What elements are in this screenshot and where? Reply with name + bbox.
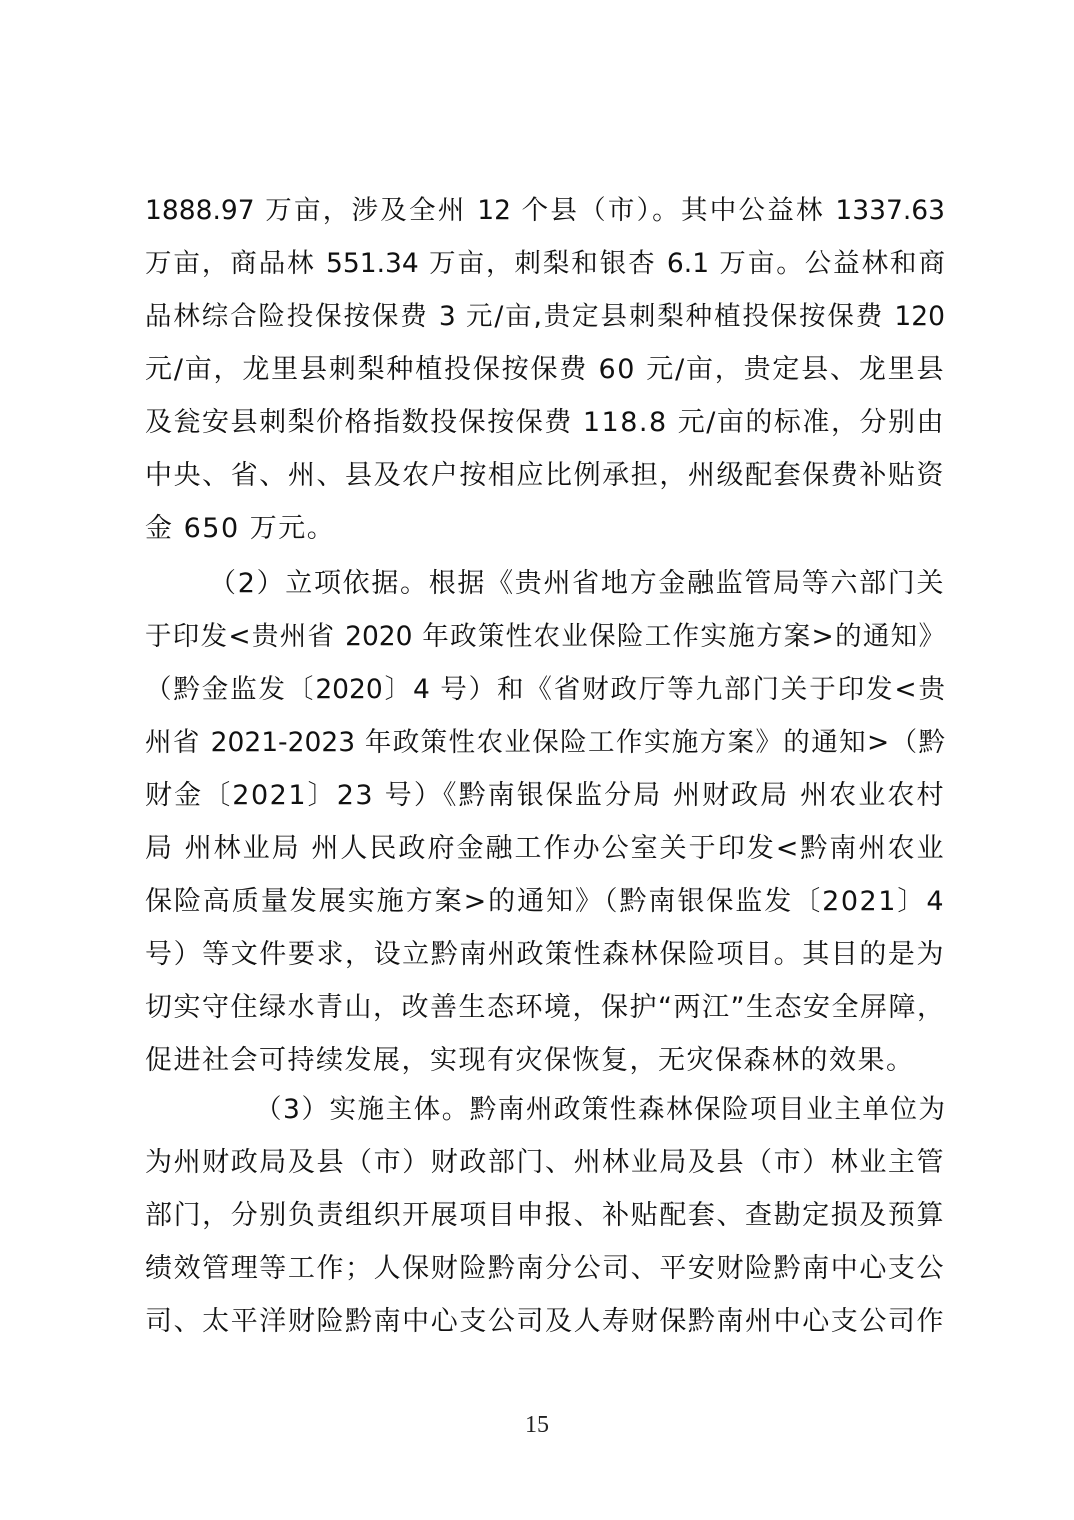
text-line: 为州财政局及县（市）财政部门、州林业局及县（市）林业主管 bbox=[145, 1147, 945, 1178]
text-line: （2）立项依据。根据《贵州省地方金融监管局等六部门关 bbox=[209, 568, 945, 599]
text-line: 号）等文件要求，设立黔南州政策性森林保险项目。其目的是为 bbox=[145, 939, 945, 970]
text-line: 及瓮安县刺梨价格指数投保按保费 118.8 元/亩的标准，分别由 bbox=[145, 407, 945, 438]
page-number: 15 bbox=[525, 1412, 549, 1438]
paragraph-project-basis bbox=[145, 557, 945, 1087]
text-line: 绩效管理等工作；人保财险黔南分公司、平安财险黔南中心支公 bbox=[145, 1253, 945, 1284]
text-line: 品林综合险投保按保费 3 元/亩,贵定县刺梨种植投保按保费 120 bbox=[145, 301, 945, 332]
text-line: （黔金监发〔2020〕4 号）和《省财政厅等九部门关于印发<贵 bbox=[145, 674, 945, 705]
text-line: 中央、省、州、县及农户按相应比例承担，州级配套保费补贴资 bbox=[145, 460, 945, 491]
text-line: 保险高质量发展实施方案>的通知》（黔南银保监发〔2021〕4 bbox=[145, 886, 945, 917]
paragraph-coverage bbox=[145, 184, 945, 555]
text-line: 切实守住绿水青山，改善生态环境，保护“两江”生态安全屏障， bbox=[145, 992, 945, 1023]
text-line: 促进社会可持续发展，实现有灾保恢复，无灾保森林的效果。 bbox=[145, 1045, 915, 1076]
text-line: 于印发<贵州省 2020 年政策性农业保险工作实施方案>的通知》 bbox=[145, 621, 945, 652]
text-line: 部门，分别负责组织开展项目申报、补贴配套、查勘定损及预算 bbox=[145, 1200, 945, 1231]
text-line: 司、太平洋财险黔南中心支公司及人寿财保黔南州中心支公司作 bbox=[145, 1306, 945, 1337]
text-line: 财金〔2021〕23 号）《黔南银保监分局 州财政局 州农业农村 bbox=[145, 780, 945, 811]
text-line: 元/亩，龙里县刺梨种植投保按保费 60 元/亩，贵定县、龙里县 bbox=[145, 354, 945, 385]
text-line: 万亩，商品林 551.34 万亩，刺梨和银杏 6.1 万亩。公益林和商 bbox=[145, 248, 945, 279]
text-line: 州省 2021-2023 年政策性农业保险工作实施方案》的通知>（黔 bbox=[145, 727, 945, 758]
paragraph-implementing-body bbox=[145, 1083, 945, 1348]
text-line: （3）实施主体。黔南州政策性森林保险项目业主单位为 bbox=[255, 1094, 945, 1125]
text-line: 1888.97 万亩，涉及全州 12 个县（市）。其中公益林 1337.63 bbox=[145, 195, 945, 226]
text-line: 局 州林业局 州人民政府金融工作办公室关于印发<黔南州农业 bbox=[145, 833, 945, 864]
text-line: 金 650 万元。 bbox=[145, 513, 336, 544]
